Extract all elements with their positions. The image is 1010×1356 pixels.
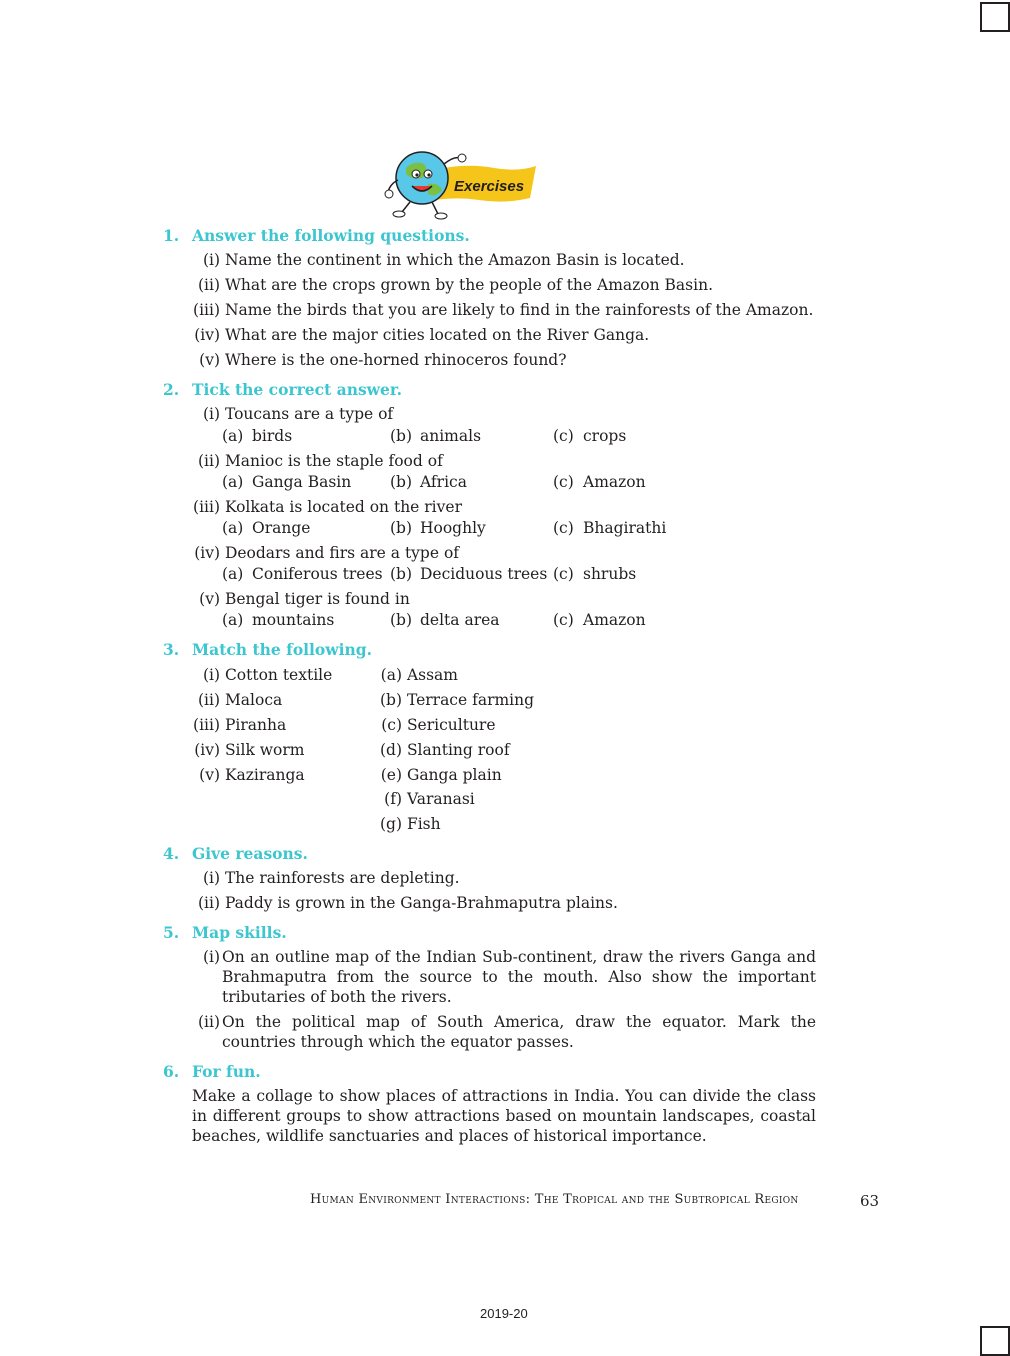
running-title: Human Environment Interactions: The Tropical and the Subtropical Region: [310, 1192, 799, 1207]
option-label: (c): [553, 473, 574, 491]
item-number: (e): [380, 766, 402, 784]
item-number: (iv): [194, 741, 220, 759]
item-number: (iii): [193, 498, 220, 516]
q1-item: [190, 251, 685, 269]
option-c: [553, 611, 646, 629]
item-text: Terrace farming: [406, 691, 535, 709]
section-number: 4.: [163, 844, 180, 863]
item-number: (i): [202, 869, 220, 887]
item-number: (ii): [197, 691, 220, 709]
badge-label: Exercises: [454, 178, 525, 195]
q1-item: [190, 301, 813, 319]
section-6-heading: [163, 1062, 261, 1081]
item-number-text: (ii): [197, 1013, 220, 1031]
option-c: [553, 565, 636, 583]
item-text: The rainforests are depleting.: [224, 869, 460, 887]
item-text: Cotton textile: [224, 666, 333, 684]
item-number: (ii): [197, 452, 220, 470]
item-number: (c): [381, 716, 402, 734]
match-right-item: [372, 790, 475, 808]
year-label: 2019-20: [480, 1306, 528, 1321]
option-label: (a): [222, 611, 244, 629]
item-number: (v): [199, 351, 220, 369]
option-label: (b): [390, 473, 413, 491]
section-title: For fun.: [192, 1062, 261, 1081]
option-a: [222, 519, 310, 537]
option-b: [390, 611, 500, 629]
item-number: (v): [199, 590, 220, 608]
option-label: (c): [553, 519, 574, 537]
item-text: Manioc is the staple food of: [224, 452, 443, 470]
q6-text: Make a collage to show places of attractions in India. You can divide the class in different groups to show attractions based on mountain landscapes, coastal beaches, wildlife sanctuaries and places of historical importance.: [192, 1087, 816, 1145]
item-text: Bengal tiger is found in: [224, 590, 410, 608]
match-right-item: [372, 716, 496, 734]
option-c: [553, 519, 666, 537]
q2-question: [190, 544, 459, 562]
item-number: (iii): [193, 301, 220, 319]
item-text: Slanting roof: [406, 741, 510, 759]
section-1-heading: [163, 226, 470, 245]
q4-item: [190, 869, 460, 887]
corner-box-bottom-right: [980, 1326, 1010, 1356]
match-left-item: [190, 766, 305, 784]
match-right-item: [372, 766, 502, 784]
option-label: (a): [222, 427, 244, 445]
item-text: Ganga plain: [406, 766, 502, 784]
option-b: [390, 565, 547, 583]
option-a: [222, 611, 334, 629]
option-b: [390, 473, 467, 491]
option-text: shrubs: [583, 565, 637, 583]
match-right-item: [372, 691, 534, 709]
option-text: mountains: [252, 611, 335, 629]
item-number: (ii): [197, 276, 220, 294]
section-number: 5.: [163, 923, 180, 942]
item-text: Toucans are a type of: [224, 405, 394, 423]
option-text: Amazon: [583, 473, 646, 491]
match-left-item: [190, 741, 305, 759]
item-text: Name the continent in which the Amazon Basin is located.: [224, 251, 685, 269]
item-text: Kaziranga: [224, 766, 305, 784]
item-number: (a): [380, 666, 402, 684]
section-title: Match the following.: [192, 640, 373, 659]
page-number: 63: [860, 1192, 880, 1210]
option-text: Deciduous trees: [420, 565, 548, 583]
item-number: (iv): [194, 326, 220, 344]
item-number: (i): [202, 666, 220, 684]
item-number: (v): [199, 766, 220, 784]
option-b: [390, 519, 486, 537]
section-3-heading: [163, 640, 372, 659]
q2-question: [190, 498, 462, 516]
option-b: [390, 427, 481, 445]
option-text: Coniferous trees: [252, 565, 383, 583]
item-text: What are the major cities located on the River Ganga.: [224, 326, 650, 344]
match-left-item: [190, 666, 332, 684]
match-left-item: [190, 716, 286, 734]
item-number: (iv): [194, 544, 220, 562]
option-a: [222, 565, 383, 583]
option-a: [222, 473, 351, 491]
item-text: What are the crops grown by the people of the Amazon Basin.: [224, 276, 713, 294]
item-number: (ii): [197, 894, 220, 912]
option-label: (b): [390, 519, 413, 537]
item-text: Fish: [406, 815, 441, 833]
option-text: Bhagirathi: [583, 519, 667, 537]
option-text: Amazon: [583, 611, 646, 629]
option-text: Africa: [420, 473, 467, 491]
option-text: birds: [252, 427, 293, 445]
match-right-item: [372, 815, 441, 833]
match-right-item: [372, 666, 458, 684]
option-label: (c): [553, 565, 574, 583]
section-title: Give reasons.: [192, 844, 308, 863]
option-c: [553, 473, 646, 491]
section-5-heading: [163, 923, 287, 942]
item-text: Varanasi: [406, 790, 475, 808]
q2-question: [190, 590, 410, 608]
item-text: Where is the one-horned rhinoceros found?: [224, 351, 567, 369]
item-number: (d): [379, 741, 402, 759]
option-text: delta area: [420, 611, 500, 629]
q1-item: [190, 276, 713, 294]
option-text: Ganga Basin: [252, 473, 352, 491]
section-number: 2.: [163, 380, 180, 399]
option-label: (a): [222, 519, 244, 537]
option-label: (b): [390, 611, 413, 629]
exercises-badge: [384, 144, 544, 220]
section-title: Map skills.: [192, 923, 287, 942]
section-4-heading: [163, 844, 308, 863]
item-text: Deodars and firs are a type of: [224, 544, 460, 562]
section-2-heading: [163, 380, 402, 399]
match-left-item: [190, 691, 282, 709]
option-label: (a): [222, 565, 244, 583]
item-number: [190, 948, 220, 966]
item-text: Sericulture: [406, 716, 496, 734]
corner-box-top-right: [980, 2, 1010, 32]
section-title: Tick the correct answer.: [192, 380, 403, 399]
item-number: (b): [379, 691, 402, 709]
item-number: (g): [379, 815, 402, 833]
item-text: Assam: [406, 666, 458, 684]
item-text: Name the birds that you are likely to find in the rainforests of the Amazon.: [224, 301, 814, 319]
q2-question: [190, 405, 393, 423]
option-label: (b): [390, 565, 413, 583]
option-label: (c): [553, 427, 574, 445]
item-number: (i): [202, 251, 220, 269]
option-label: (c): [553, 611, 574, 629]
q1-item: [190, 351, 567, 369]
q2-question: [190, 452, 443, 470]
item-number: (iii): [193, 716, 220, 734]
option-text: crops: [583, 427, 627, 445]
option-label: (b): [390, 427, 413, 445]
item-text: Silk worm: [224, 741, 305, 759]
q4-item: [190, 894, 618, 912]
item-text: Maloca: [224, 691, 283, 709]
item-text: Piranha: [224, 716, 287, 734]
item-text: Paddy is grown in the Ganga-Brahmaputra plains.: [224, 894, 618, 912]
option-c: [553, 427, 626, 445]
section-number: 6.: [163, 1062, 180, 1081]
section-number: 1.: [163, 226, 180, 245]
option-text: animals: [420, 427, 482, 445]
q5-item-text: On an outline map of the Indian Sub-continent, draw the rivers Ganga and Brahmaputra from the source to the mouth. Also show the important tributaries of both the rivers.: [222, 948, 816, 1006]
option-a: [222, 427, 292, 445]
item-number: [190, 1013, 220, 1031]
item-number-text: (i): [202, 948, 220, 966]
match-right-item: [372, 741, 510, 759]
option-text: Orange: [252, 519, 311, 537]
option-label: (a): [222, 473, 244, 491]
item-number: (i): [202, 405, 220, 423]
item-number: (f): [384, 790, 402, 808]
section-number: 3.: [163, 640, 180, 659]
globe-mascot-icon: [384, 144, 544, 220]
q1-item: [190, 326, 649, 344]
item-text: Kolkata is located on the river: [224, 498, 462, 516]
q5-item-text: On the political map of South America, draw the equator. Mark the countries through which the equator passes.: [222, 1013, 816, 1051]
option-text: Hooghly: [420, 519, 486, 537]
section-title: Answer the following questions.: [192, 226, 470, 245]
